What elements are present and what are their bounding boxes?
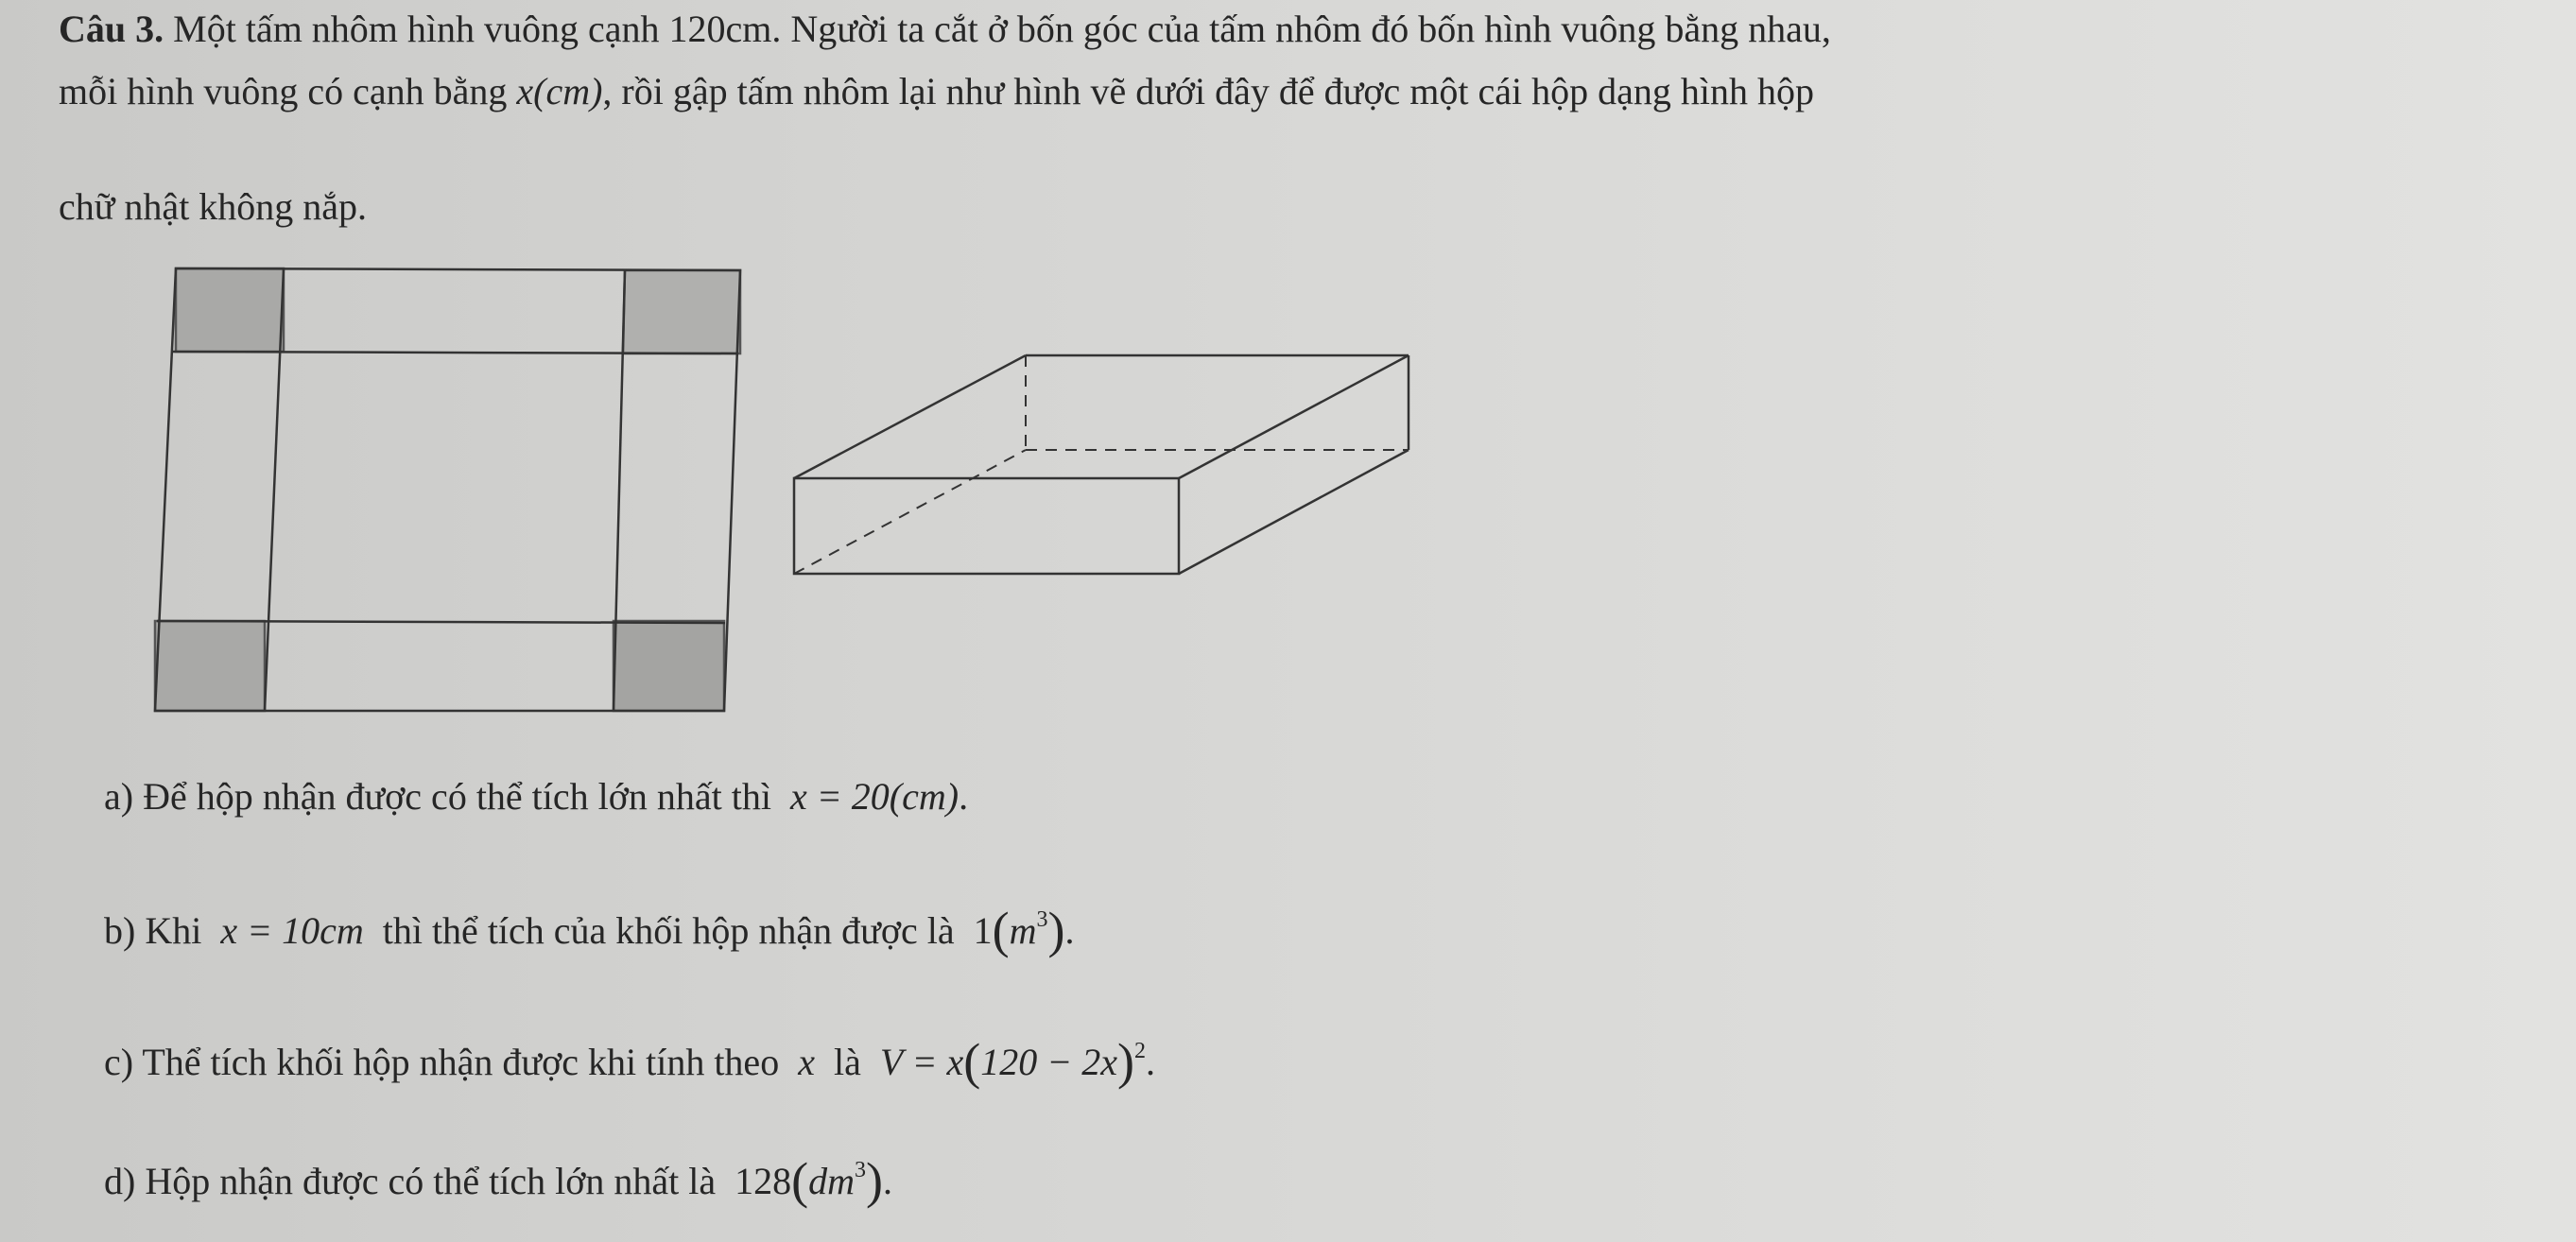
question-var-x: x [516,70,534,112]
statement-d-end: . [883,1160,893,1202]
statement-d-text: Hộp nhận được có thể tích lớn nhất là [145,1160,717,1202]
question-text-2b: , rồi gập tấm nhôm lại như hình vẽ dưới đây để được một cái hộp dạng hình hộp [602,70,1814,112]
statement-c-end: . [1146,1041,1156,1083]
statement-b-value: 1 [973,909,993,952]
statement-a-label: a) [104,775,134,818]
statement-c-var: x [798,1041,815,1083]
statement-d-exp: 3 [855,1158,867,1182]
statement-d-unit: dm [808,1160,856,1202]
hidden-edge-diagonal [794,450,1026,574]
statement-d: d) Hộp nhận được có thể tích lớn nhất là $128(dm^3)$. [104,1152,893,1209]
statement-c-inner: 120 − 2x [980,1041,1118,1083]
statement-b-label: b) [104,909,136,952]
statement-b-end: . [1064,909,1075,952]
statement-a-math: x = 20 [790,775,890,818]
statement-b-unit: m [1009,909,1037,952]
statement-b-exp: 3 [1036,907,1048,932]
question-text-3: chữ nhật không nắp. [59,185,368,228]
statement-d-label: d) [104,1160,136,1202]
statement-c: c) Thể tích khối hộp nhận được khi tính theo x là $V = x(120 - 2x)^2$. [104,1033,1156,1090]
statement-c-label: c) [104,1041,134,1083]
statement-b: b) Khi x = 10cm thì thể tích của khối hộp nhận được là $1(m^3)$. [104,902,1075,958]
statement-d-value: 128 [735,1160,792,1202]
question-text-1: Một tấm nhôm hình vuông cạnh 120cm. Người ta cắt ở bốn góc của tấm nhôm đó bốn hình vuông bằng nhau, [173,8,1831,50]
statement-a-end: . [959,775,969,818]
statement-b-math: x = 10cm [220,909,364,952]
question-label: Câu 3. [59,8,164,50]
statement-b-text2: thì thể tích của khối hộp nhận được là [382,909,955,952]
statement-c-text: Thể tích khối hộp nhận được khi tính theo [142,1041,780,1083]
statement-a-text: Để hộp nhận được có thể tích lớn nhất thì [143,775,772,818]
question-text-2a: mỗi hình vuông có cạnh bằng [59,70,508,112]
statement-c-exp: 2 [1134,1039,1147,1063]
statement-a-unit: (cm) [889,775,960,818]
box-front [794,478,1179,574]
statement-c-math: V = x [879,1041,964,1083]
statement-b-text: Khi [145,909,202,952]
statement-c-text2: là [833,1041,861,1083]
statement-a [104,775,968,819]
question-unit-cm: (cm) [533,70,603,112]
